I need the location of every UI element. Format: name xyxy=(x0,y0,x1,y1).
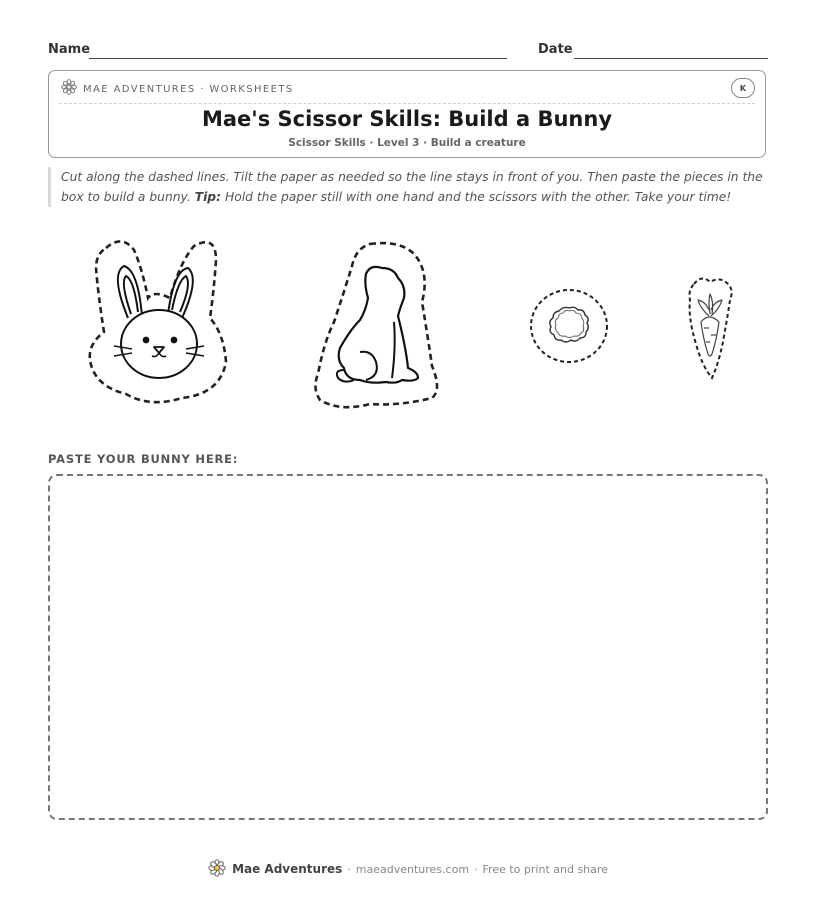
name-label: Name xyxy=(48,42,91,57)
cutout-bunny-head[interactable] xyxy=(84,234,234,412)
brand-label: MAE ADVENTURES · WORKSHEETS xyxy=(83,83,294,95)
brand-row xyxy=(61,81,294,97)
flower-icon xyxy=(61,79,77,99)
cutout-bunny-tail[interactable] xyxy=(528,287,610,369)
bunny-tail-icon xyxy=(528,287,610,365)
paste-area[interactable] xyxy=(48,474,768,820)
footer-website[interactable]: maeadventures.com xyxy=(355,862,470,876)
worksheet-title: Mae's Scissor Skills: Build a Bunny xyxy=(201,107,613,131)
header-divider xyxy=(59,103,755,104)
footer-brand: Mae Adventures xyxy=(232,862,343,876)
carrot-icon xyxy=(684,274,736,382)
footer-separator: · xyxy=(347,862,351,876)
cutout-bunny-body[interactable] xyxy=(310,238,446,416)
instructions-text: Cut along the dashed lines. Tilt the paper as needed so the line stays in front of you. Then paste the pieces in the box to build a bunny. xyxy=(61,170,763,204)
flower-icon xyxy=(208,859,226,880)
name-line[interactable] xyxy=(89,58,507,59)
footer xyxy=(0,859,816,879)
grade-badge: K xyxy=(731,78,755,98)
tip-label: Tip: xyxy=(194,190,222,204)
instructions xyxy=(48,167,764,207)
date-line[interactable] xyxy=(574,58,768,59)
paste-area-label: PASTE YOUR BUNNY HERE: xyxy=(48,452,239,466)
header-card xyxy=(48,70,766,158)
date-label: Date xyxy=(538,42,573,57)
footer-note: Free to print and share xyxy=(482,862,608,876)
footer-separator: · xyxy=(474,862,478,876)
student-info-row xyxy=(48,42,768,62)
worksheet-subtitle: Scissor Skills · Level 3 · Build a creature xyxy=(288,137,526,149)
tip-text: Hold the paper still with one hand and the scissors with the other. Take your time! xyxy=(224,190,732,204)
bunny-body-icon xyxy=(310,238,446,412)
cutout-carrot[interactable] xyxy=(684,274,736,386)
bunny-head-icon xyxy=(84,234,234,408)
